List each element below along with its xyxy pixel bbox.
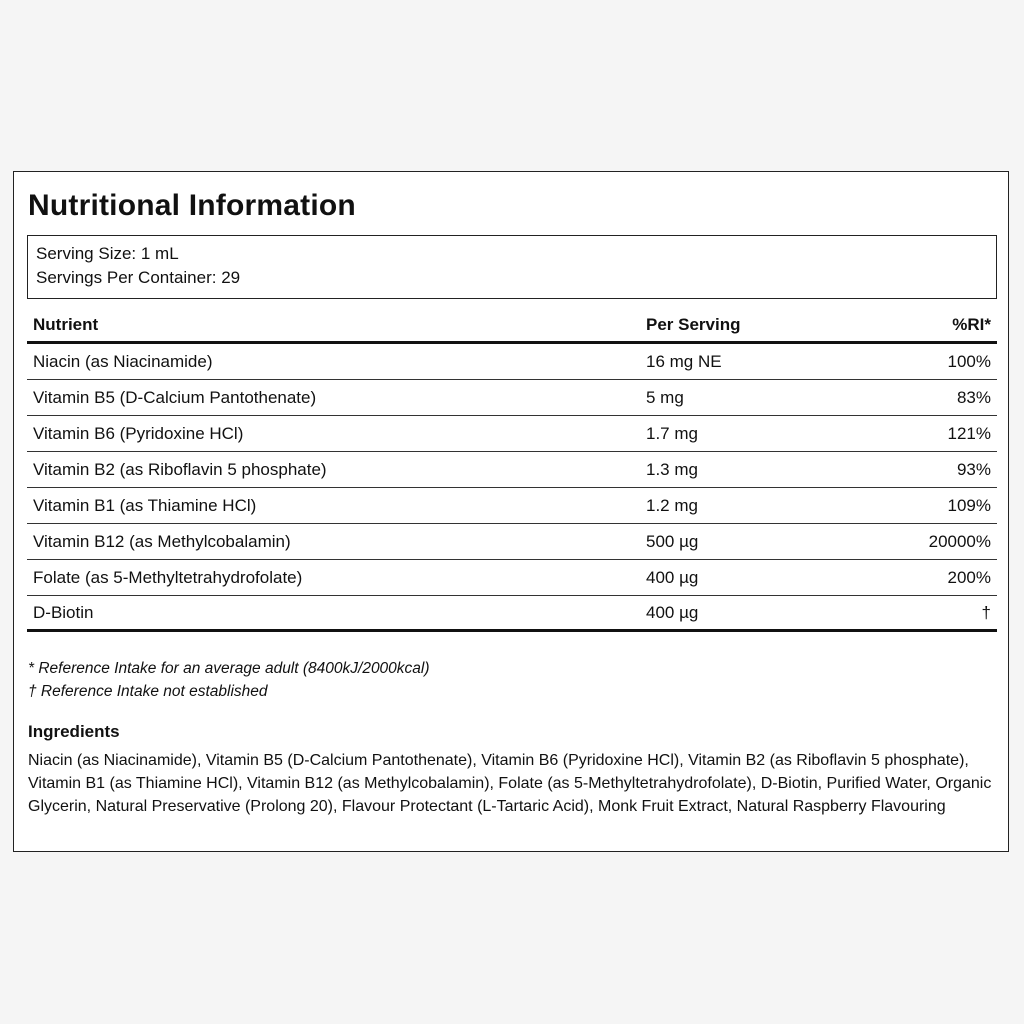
nutrient-amount: 16 mg NE <box>646 351 722 371</box>
nutrient-ri: 20000% <box>928 531 991 551</box>
nutrient-ri: 200% <box>947 567 991 587</box>
table-row <box>27 560 997 596</box>
nutrient-name: Niacin (as Niacinamide) <box>33 351 213 371</box>
nutrient-ri: 100% <box>947 351 991 371</box>
table-row <box>27 596 997 632</box>
table-row <box>27 452 997 488</box>
nutrient-table <box>27 308 997 632</box>
ingredients-text: Niacin (as Niacinamide), Vitamin B5 (D-Calcium Pantothenate), Vitamin B6 (Pyridoxine HCl), Vitamin B2 (as Riboflavin 5 phosphate), Vitamin B1 (as Thiamine HCl), Vitamin B12 (as Methylcobalamin), Folate (as 5-Methyltetrahydrofolate), D-Biotin, Purified Water, Organic Glycerin, Natural Preservative (Prolong 20), Flavour Protectant (L-Tartaric Acid), Monk Fruit Extract, Natural Raspberry Flavouring <box>28 752 992 815</box>
nutrient-name: Vitamin B1 (as Thiamine HCl) <box>33 495 257 515</box>
nutrient-name: Vitamin B12 (as Methylcobalamin) <box>33 531 291 551</box>
footnotes <box>28 657 430 703</box>
nutrient-ri: 121% <box>947 423 991 443</box>
nutrient-name: Vitamin B5 (D-Calcium Pantothenate) <box>33 387 317 407</box>
nutrient-ri: 109% <box>947 495 991 515</box>
footnote-reference-intake: * Reference Intake for an average adult (8400kJ/2000kcal) <box>28 660 430 677</box>
table-row <box>27 416 997 452</box>
table-row <box>27 488 997 524</box>
nutrient-amount: 500 µg <box>646 531 699 551</box>
nutrient-amount: 5 mg <box>646 387 684 407</box>
nutrient-ri: † <box>981 602 991 622</box>
footnote-not-established: † Reference Intake not established <box>28 683 268 700</box>
table-header-row <box>27 308 997 344</box>
table-row <box>27 380 997 416</box>
nutrient-ri: 83% <box>956 387 991 407</box>
header-nutrient: Nutrient <box>33 314 99 334</box>
nutrient-amount: 1.7 mg <box>646 423 698 443</box>
nutrient-name: D-Biotin <box>33 602 94 622</box>
nutrient-name: Vitamin B6 (Pyridoxine HCl) <box>33 423 244 443</box>
header-per-serving: Per Serving <box>646 314 741 334</box>
table-row <box>27 344 997 380</box>
ingredients-heading: Ingredients <box>28 722 120 741</box>
nutrient-ri: 93% <box>956 459 991 479</box>
header-ri: %RI* <box>952 314 991 334</box>
nutrient-name: Vitamin B2 (as Riboflavin 5 phosphate) <box>33 459 327 479</box>
page-title: Nutritional Information <box>28 189 356 222</box>
nutrient-name: Folate (as 5-Methyltetrahydrofolate) <box>33 567 303 587</box>
serving-info-box <box>27 235 997 299</box>
table-row <box>27 524 997 560</box>
servings-per-container: Servings Per Container: 29 <box>36 268 241 287</box>
nutrient-amount: 400 µg <box>646 567 699 587</box>
nutrient-amount: 1.3 mg <box>646 459 698 479</box>
serving-size: Serving Size: 1 mL <box>36 244 179 263</box>
nutrient-amount: 1.2 mg <box>646 495 698 515</box>
nutrient-amount: 400 µg <box>646 602 699 622</box>
nutrition-label <box>13 171 1009 852</box>
